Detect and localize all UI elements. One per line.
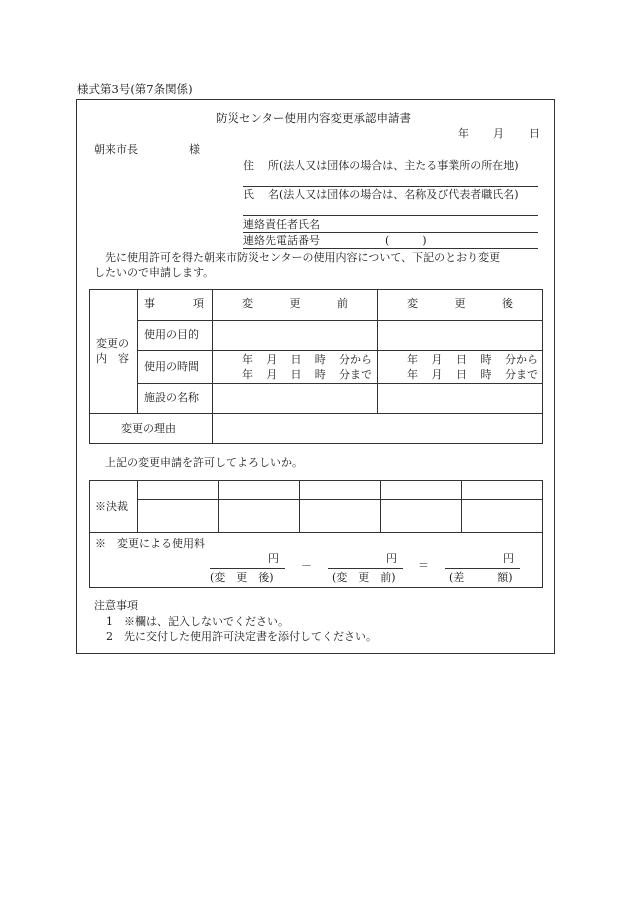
fee-before-label: (変 更 前) [332, 571, 396, 584]
recipient-honorific: 様 [189, 143, 200, 156]
contact-person-label: 連絡責任者氏名 [243, 218, 320, 231]
row-facility-label: 施設の名称 [144, 391, 199, 404]
time-after-from: 年 月 日 時 分から [407, 353, 538, 366]
name-label-detail: 名(法人又は団体の場合は、名称及び代表者職氏名) [268, 188, 519, 201]
intro-line-2: したいので申請します。 [94, 266, 215, 279]
date-day-label: 日 [529, 127, 540, 140]
time-before-to: 年 月 日 時 分まで [242, 368, 372, 381]
fee-diff-label: (差 額) [449, 571, 513, 584]
approval-text: 上記の変更申請を許可してよろしいか。 [105, 456, 303, 469]
row-time-label: 使用の時間 [144, 360, 199, 373]
contact-phone-parens: ( ) [385, 234, 427, 247]
fee-before-unit: 円 [386, 552, 397, 565]
fee-minus: － [301, 559, 312, 572]
notes-heading: 注意事項 [94, 599, 138, 612]
change-content-label-1: 変更の [96, 337, 129, 350]
contact-phone-line [243, 248, 538, 249]
date-year-label: 年 [458, 127, 469, 140]
fee-equals: ＝ [418, 559, 429, 572]
decision-label: ※決裁 [95, 500, 128, 513]
reason-label: 変更の理由 [121, 422, 176, 435]
row-purpose-label: 使用の目的 [144, 328, 199, 341]
fee-after-line [210, 568, 285, 569]
contact-person-line [243, 232, 538, 233]
fee-diff-unit: 円 [503, 552, 514, 565]
time-after-to: 年 月 日 時 分まで [407, 368, 538, 381]
change-content-label-2: 内 容 [96, 352, 129, 365]
address-label: 住 [243, 159, 254, 172]
header-after: 変 更 後 [407, 297, 513, 310]
address-line [243, 186, 538, 187]
date-month-label: 月 [493, 127, 504, 140]
fee-label: ※ 変更による使用料 [95, 537, 205, 550]
header-item: 事 項 [144, 297, 204, 310]
contact-phone-label: 連絡先電話番号 [243, 234, 320, 247]
fee-after-label: (変 更 後) [210, 571, 274, 584]
fee-diff-line [445, 568, 520, 569]
fee-before-line [328, 568, 403, 569]
intro-line-1: 先に使用許可を得た朝来市防災センターの使用内容について、下記のとおり変更 [105, 251, 501, 264]
form-number: 様式第3号(第7条関係) [77, 82, 193, 96]
recipient-name: 朝来市長 [94, 143, 138, 156]
header-before: 変 更 前 [242, 297, 348, 310]
note-item-1: 1 ※欄は、記入しないでください。 [106, 615, 289, 628]
note-item-2: 2 先に交付した使用許可決定書を添付してください。 [106, 630, 377, 643]
time-before-from: 年 月 日 時 分から [242, 353, 372, 366]
name-line [243, 215, 538, 216]
form-title: 防災センター使用内容変更承認申請書 [216, 111, 412, 125]
name-label: 氏 [243, 188, 254, 201]
fee-after-unit: 円 [268, 552, 279, 565]
address-label-detail: 所(法人又は団体の場合は、主たる事業所の所在地) [268, 159, 519, 172]
